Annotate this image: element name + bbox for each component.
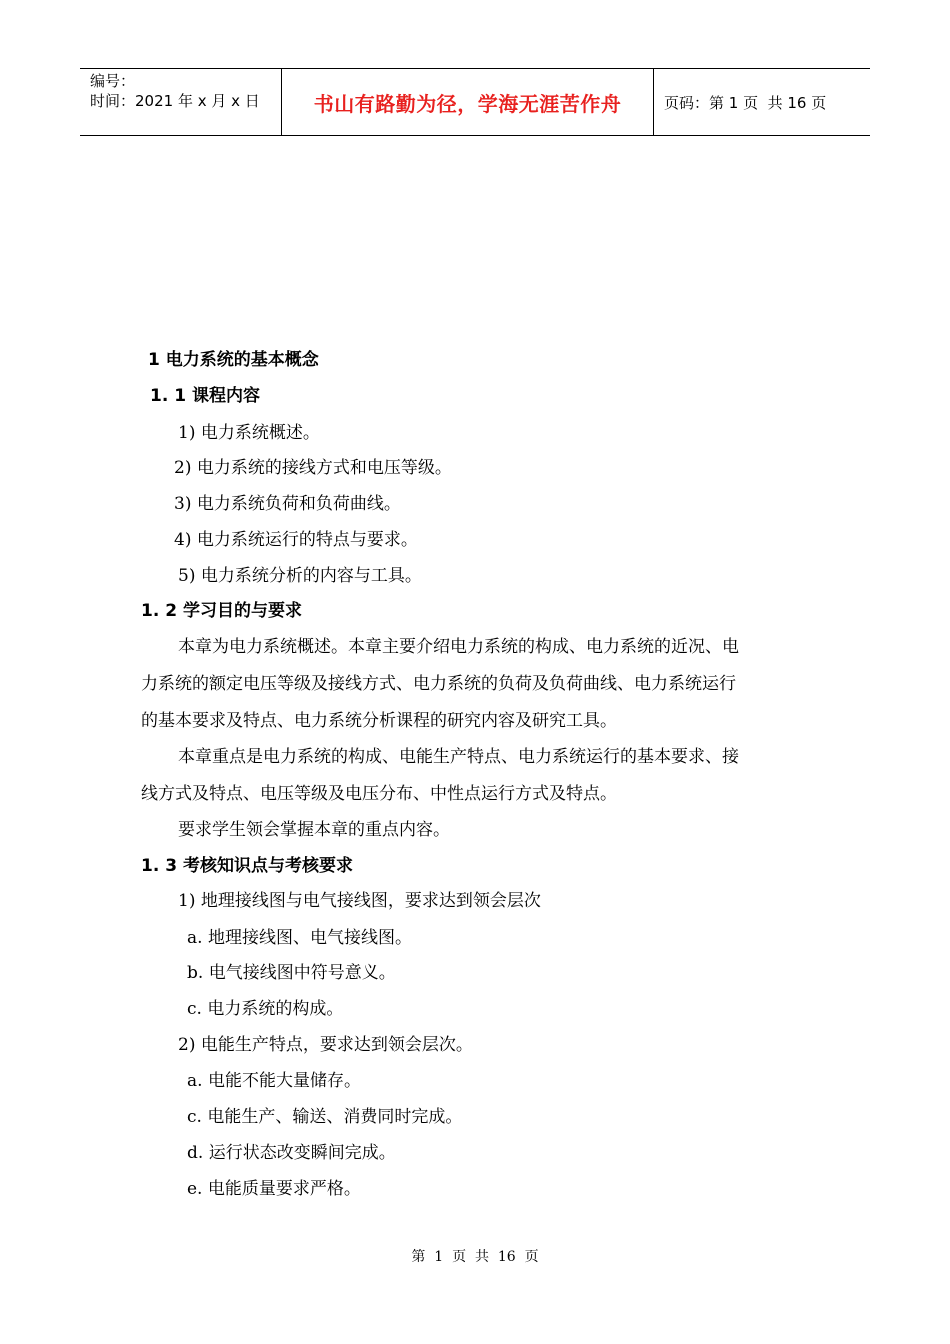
sub-list-item: d. 运行状态改变瞬间完成。 <box>187 1143 396 1163</box>
subsection-title: 1. 3 考核知识点与考核要求 <box>141 856 353 876</box>
list-item: 5) 电力系统分析的内容与工具。 <box>178 566 422 586</box>
sub-list-item: c. 电能生产、输送、消费同时完成。 <box>187 1107 463 1127</box>
paragraph-line: 线方式及特点、电压等级及电压分布、中性点运行方式及特点。 <box>141 784 617 804</box>
paragraph-line: 的基本要求及特点、电力系统分析课程的研究内容及研究工具。 <box>141 711 617 731</box>
page-header <box>80 68 870 136</box>
header-page-info: 页码：第 1 页 共 16 页 <box>664 93 827 112</box>
paragraph-line: 本章为电力系统概述。本章主要介绍电力系统的构成、电力系统的近况、电 <box>178 637 739 657</box>
time-label: 时间：2021 年 x 月 x 日 <box>90 92 260 110</box>
sub-list-item: a. 地理接线图、电气接线图。 <box>187 928 412 948</box>
list-item: 2) 电力系统的接线方式和电压等级。 <box>174 458 452 478</box>
list-item: 2) 电能生产特点，要求达到领会层次。 <box>178 1035 473 1055</box>
sub-list-item: c. 电力系统的构成。 <box>187 999 344 1019</box>
sub-list-item: e. 电能质量要求严格。 <box>187 1179 361 1199</box>
list-item: 1) 地理接线图与电气接线图，要求达到领会层次 <box>178 891 541 911</box>
sub-list-item: a. 电能不能大量储存。 <box>187 1071 361 1091</box>
list-item: 4) 电力系统运行的特点与要求。 <box>174 530 418 550</box>
list-item: 1) 电力系统概述。 <box>178 423 320 443</box>
number-label: 编号： <box>90 72 136 90</box>
list-item: 3) 电力系统负荷和负荷曲线。 <box>174 494 401 514</box>
subsection-title: 1. 1 课程内容 <box>150 386 260 406</box>
subsection-title: 1. 2 学习目的与要求 <box>141 601 302 621</box>
sub-list-item: b. 电气接线图中符号意义。 <box>187 963 396 983</box>
page-footer: 第 1 页 共 16 页 <box>411 1249 539 1265</box>
section-title: 1 电力系统的基本概念 <box>148 350 319 370</box>
paragraph-line: 要求学生领会掌握本章的重点内容。 <box>178 820 450 840</box>
paragraph-line: 力系统的额定电压等级及接线方式、电力系统的负荷及负荷曲线、电力系统运行 <box>141 674 736 694</box>
header-motto: 书山有路勤为径，学海无涯苦作舟 <box>282 69 654 135</box>
header-meta <box>80 69 282 135</box>
paragraph-line: 本章重点是电力系统的构成、电能生产特点、电力系统运行的基本要求、接 <box>178 747 739 767</box>
